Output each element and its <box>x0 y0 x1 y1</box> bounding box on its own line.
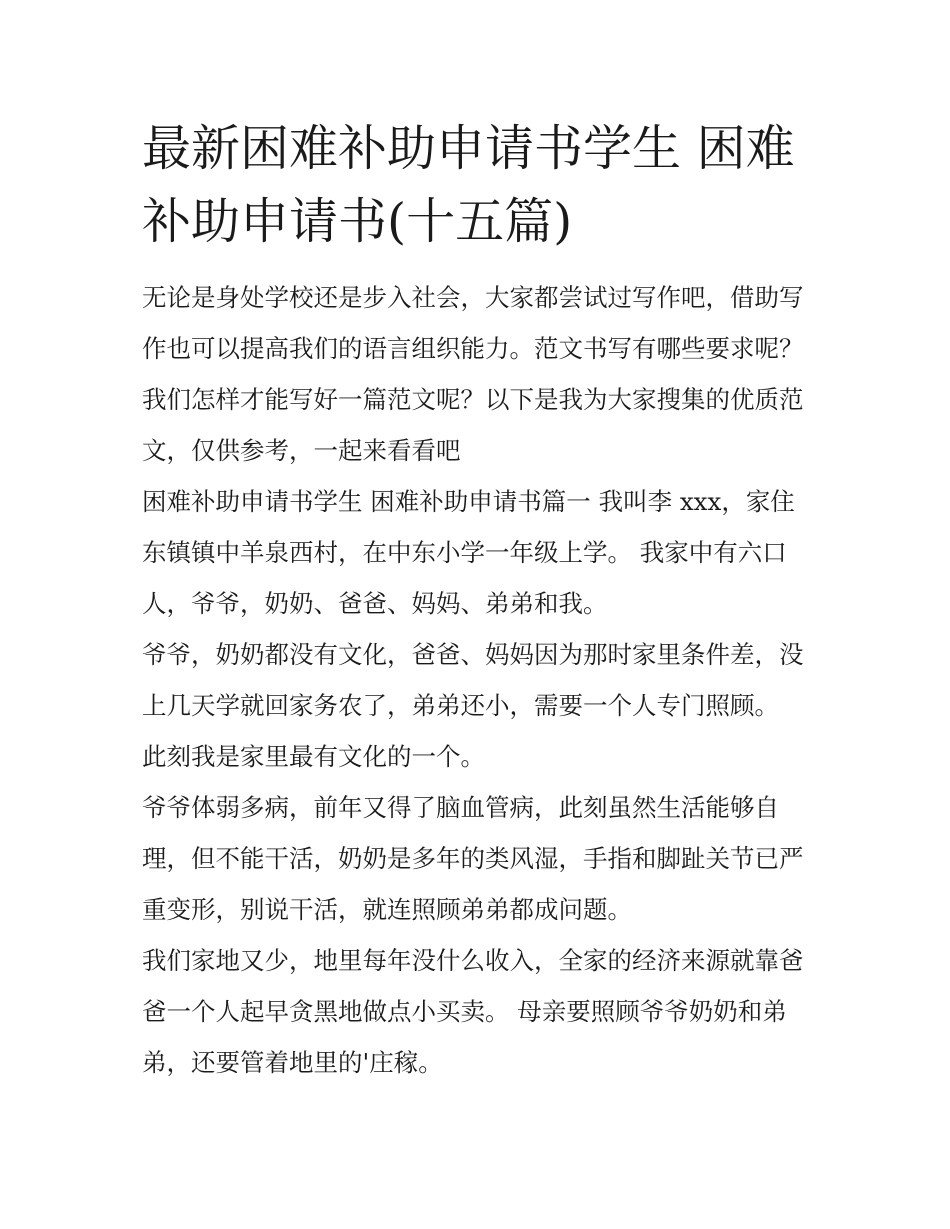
paragraph-3: 此刻我是家里最有文化的一个。 <box>142 742 485 771</box>
paragraph-4: 爷爷体弱多病，前年又得了脑血管病，此刻虽然生活能够自理，但不能干活，奶奶是多年的类风湿，手指和脚趾关节已严重变形，别说干活，就连照顾弟弟都成问题。 <box>142 793 804 924</box>
paragraph-2: 爷爷，奶奶都没有文化，爸爸、妈妈因为那时家里条件差，没上几天学就回家务农了，弟弟还小，需要一个人专门照顾。 <box>142 640 804 720</box>
document-title: 最新困难补助申请书学生 困难补助申请书(十五篇) <box>142 120 795 250</box>
paragraph-intro: 无论是身处学校还是步入社会，大家都尝试过写作吧，借助写作也可以提高我们的语言组织能力。范文书写有哪些要求呢？我们怎样才能写好一篇范文呢？以下是我为大家搜集的优质范文，仅供参考，一起来看看吧 <box>142 283 804 465</box>
paragraph-5: 我们家地又少，地里每年没什么收入，全家的经济来源就靠爸爸一个人起早贪黑地做点小买卖。 母亲要照顾爷爷奶奶和弟弟，还要管着地里的'庄稼。 <box>142 946 804 1077</box>
document-body <box>142 112 812 1088</box>
paragraph-1: 困难补助申请书学生 困难补助申请书篇一 我叫李 xxx，家住东镇镇中羊泉西村，在中东小学一年级上学。 我家中有六口人，爷爷，奶奶、爸爸、妈妈、弟弟和我。 <box>142 487 795 618</box>
